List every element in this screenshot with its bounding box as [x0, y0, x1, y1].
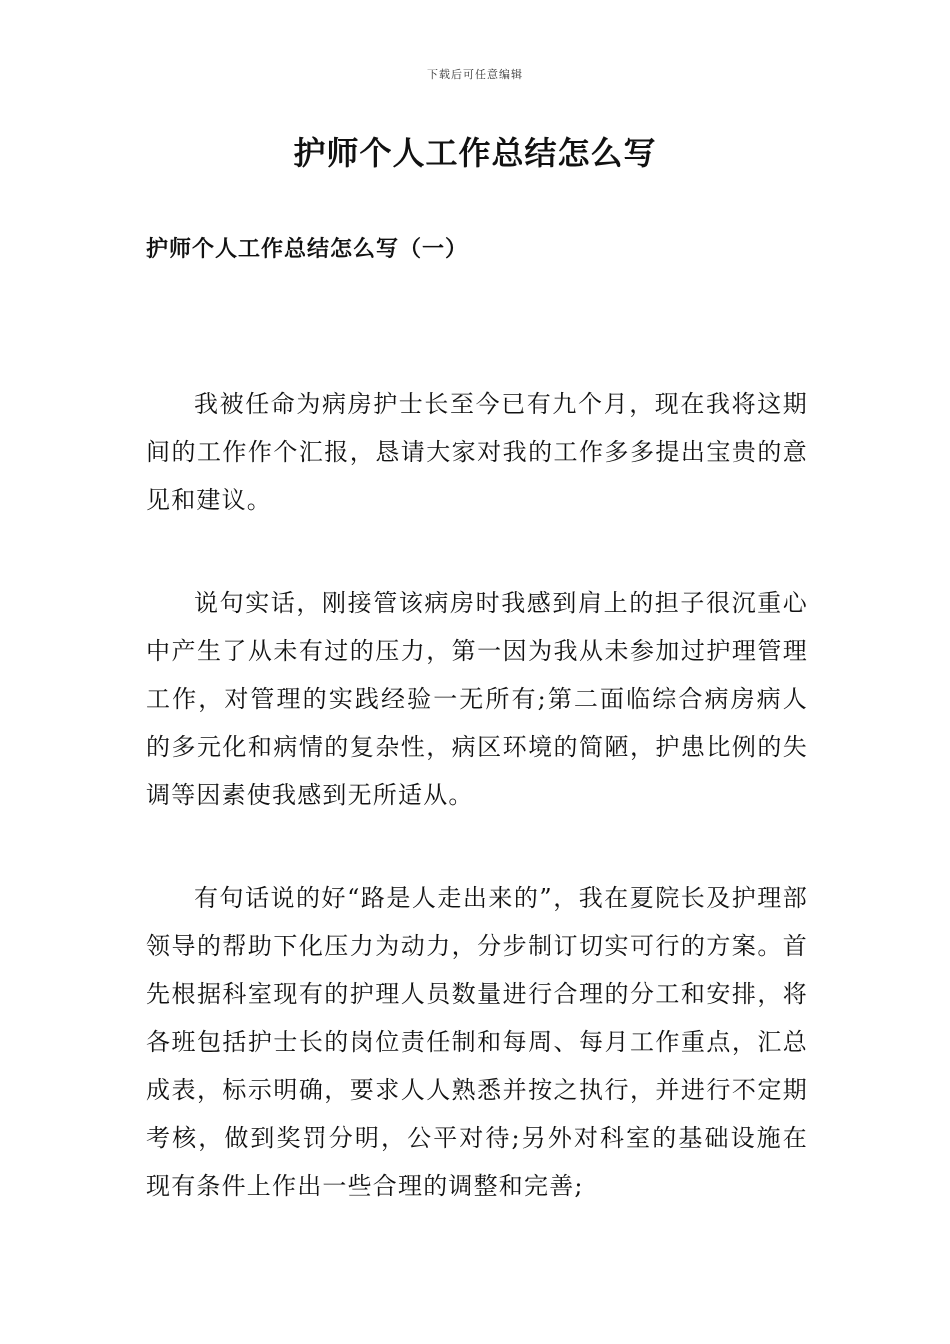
paragraph: 说句实话，刚接管该病房时我感到肩上的担子很沉重心中产生了从未有过的压力，第一因为我从未参加过护理管理工作，对管理的实践经验一无所有;第二面临综合病房病人的多元化和病情的复杂性，病区环境的简陋，护患比例的失调等因素使我感到无所适从。: [146, 589, 808, 809]
section-heading: 护师个人工作总结怎么写（一）: [146, 236, 469, 262]
paragraph: 有句话说的好“路是人走出来的”，我在夏院长及护理部领导的帮助下化压力为动力，分步制订切实可行的方案。首先根据科室现有的护理人员数量进行合理的分工和安排，将各班包括护士长的岗位责任制和每周、每月工作重点，汇总成表，标示明确，要求人人熟悉并按之执行，并进行不定期考核，做到奖罚分明，公平对待;另外对科室的基础设施在现有条件上作出一些合理的调整和完善;: [146, 884, 808, 1200]
header-note: 下载后可任意编辑: [427, 68, 523, 81]
paragraph: 我被任命为病房护士长至今已有九个月，现在我将这期间的工作作个汇报，恳请大家对我的工作多多提出宝贵的意见和建议。: [146, 390, 808, 514]
document-title: 护师个人工作总结怎么写: [293, 134, 657, 172]
document-body: [146, 380, 808, 1265]
